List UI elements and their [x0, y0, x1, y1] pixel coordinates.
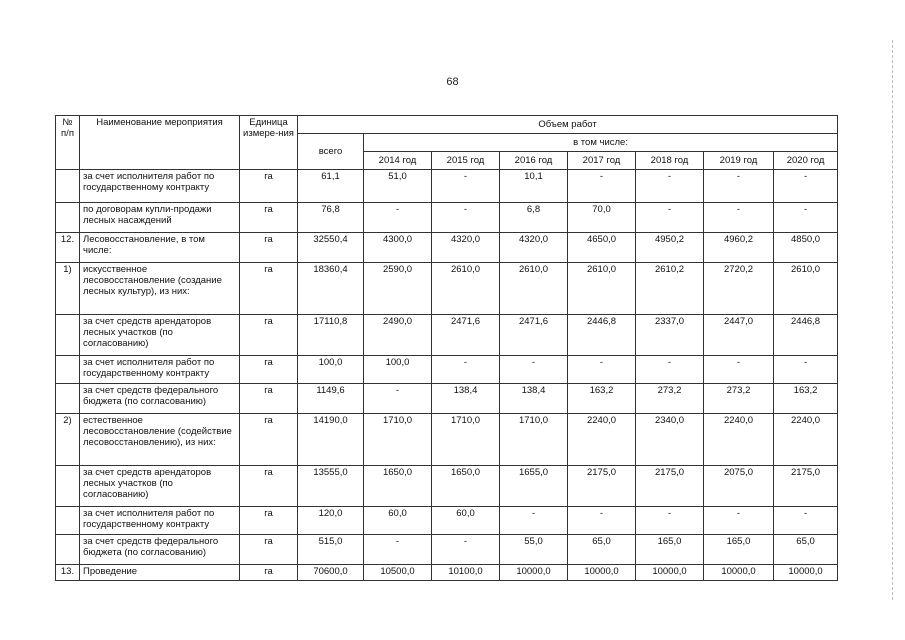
unit-cell: га [240, 263, 298, 315]
total-value-cell: 18360,4 [298, 263, 364, 315]
year-value-cell: 2446,8 [568, 315, 636, 356]
year-value-cell: 60,0 [364, 507, 432, 535]
year-value-cell: 4960,2 [704, 233, 774, 263]
year-value-cell: 10000,0 [568, 565, 636, 581]
year-value-cell: 2610,0 [774, 263, 838, 315]
activity-name: Лесовосстановление, в том числе: [80, 233, 240, 263]
year-value-cell: 70,0 [568, 203, 636, 233]
activity-name: за счет средств федерального бюджета (по согласованию) [80, 384, 240, 414]
header-including: в том числе: [364, 134, 838, 152]
year-value-cell: - [432, 203, 500, 233]
year-value-cell: 2610,0 [500, 263, 568, 315]
row-number [56, 535, 80, 565]
activity-name: за счет средств арендаторов лесных участков (по согласованию) [80, 466, 240, 507]
row-number [56, 466, 80, 507]
table-row [56, 263, 838, 315]
year-value-cell: 4320,0 [432, 233, 500, 263]
year-value-cell: 1650,0 [364, 466, 432, 507]
row-number: 1) [56, 263, 80, 315]
year-value-cell: - [432, 170, 500, 203]
year-value-cell: 10100,0 [432, 565, 500, 581]
year-value-cell: 65,0 [568, 535, 636, 565]
year-value-cell: - [568, 356, 636, 384]
row-number [56, 203, 80, 233]
row-number: 13. [56, 565, 80, 581]
unit-cell: га [240, 315, 298, 356]
table-row [56, 356, 838, 384]
unit-cell: га [240, 414, 298, 466]
year-value-cell: 163,2 [568, 384, 636, 414]
year-value-cell: 2590,0 [364, 263, 432, 315]
total-value-cell: 120,0 [298, 507, 364, 535]
year-value-cell: 2240,0 [774, 414, 838, 466]
year-value-cell: 2490,0 [364, 315, 432, 356]
year-value-cell: 1710,0 [500, 414, 568, 466]
activity-name: естественное лесовосстановление (содействие лесовосстановлению), из них: [80, 414, 240, 466]
total-value-cell: 100,0 [298, 356, 364, 384]
unit-cell: га [240, 565, 298, 581]
header-volume: Объем работ [298, 116, 838, 134]
year-value-cell: 2447,0 [704, 315, 774, 356]
table-row [56, 315, 838, 356]
year-value-cell: 138,4 [432, 384, 500, 414]
year-value-cell: 273,2 [704, 384, 774, 414]
year-value-cell: 10000,0 [636, 565, 704, 581]
table-row [56, 414, 838, 466]
year-value-cell: 6,8 [500, 203, 568, 233]
table-row [56, 203, 838, 233]
year-value-cell: - [568, 170, 636, 203]
year-value-cell: - [704, 170, 774, 203]
year-value-cell: 163,2 [774, 384, 838, 414]
table-row [56, 535, 838, 565]
unit-cell: га [240, 356, 298, 384]
activity-name: Проведение [80, 565, 240, 581]
total-value-cell: 17110,8 [298, 315, 364, 356]
table-row [56, 466, 838, 507]
row-number [56, 507, 80, 535]
year-value-cell: 10000,0 [704, 565, 774, 581]
year-value-cell: 273,2 [636, 384, 704, 414]
total-value-cell: 14190,0 [298, 414, 364, 466]
year-value-cell: - [364, 203, 432, 233]
year-value-cell: 10,1 [500, 170, 568, 203]
year-value-cell: - [774, 507, 838, 535]
header-year: 2015 год [432, 152, 500, 170]
year-value-cell: 65,0 [774, 535, 838, 565]
year-value-cell: 165,0 [704, 535, 774, 565]
year-value-cell: - [636, 203, 704, 233]
table-row [56, 170, 838, 203]
activity-name: за счет исполнителя работ по государственному контракту [80, 170, 240, 203]
row-number [56, 315, 80, 356]
year-value-cell: - [500, 356, 568, 384]
page-number: 68 [446, 76, 459, 88]
year-value-cell: - [774, 356, 838, 384]
header-year: 2020 год [774, 152, 838, 170]
year-value-cell: 2175,0 [636, 466, 704, 507]
year-value-cell: 2610,0 [432, 263, 500, 315]
year-value-cell: 2240,0 [568, 414, 636, 466]
year-value-cell: - [568, 507, 636, 535]
year-value-cell: - [774, 203, 838, 233]
total-value-cell: 1149,6 [298, 384, 364, 414]
year-value-cell: 4320,0 [500, 233, 568, 263]
total-value-cell: 70600,0 [298, 565, 364, 581]
header-year: 2016 год [500, 152, 568, 170]
year-value-cell: - [432, 356, 500, 384]
activity-name: искусственное лесовосстановление (создание лесных культур), из них: [80, 263, 240, 315]
row-number: 2) [56, 414, 80, 466]
header-num: № п/п [56, 116, 80, 170]
year-value-cell: 51,0 [364, 170, 432, 203]
year-value-cell: 2175,0 [774, 466, 838, 507]
year-value-cell: - [704, 203, 774, 233]
year-value-cell: 55,0 [500, 535, 568, 565]
total-value-cell: 61,1 [298, 170, 364, 203]
header-year: 2018 год [636, 152, 704, 170]
year-value-cell: 1655,0 [500, 466, 568, 507]
unit-cell: га [240, 203, 298, 233]
year-value-cell: 4950,2 [636, 233, 704, 263]
year-value-cell: 138,4 [500, 384, 568, 414]
table-row [56, 384, 838, 414]
scan-edge-mark [892, 40, 893, 600]
year-value-cell: 10000,0 [774, 565, 838, 581]
header-year: 2019 год [704, 152, 774, 170]
table-row [56, 507, 838, 535]
total-value-cell: 32550,4 [298, 233, 364, 263]
unit-cell: га [240, 384, 298, 414]
total-value-cell: 13555,0 [298, 466, 364, 507]
works-volume-table [55, 115, 838, 581]
unit-cell: га [240, 535, 298, 565]
year-value-cell: 2471,6 [500, 315, 568, 356]
header-total: всего [298, 134, 364, 170]
year-value-cell: 2610,0 [568, 263, 636, 315]
header-name: Наименование мероприятия [80, 116, 240, 170]
activity-name: за счет исполнителя работ по государственному контракту [80, 356, 240, 384]
row-number: 12. [56, 233, 80, 263]
activity-name: за счет исполнителя работ по государственному контракту [80, 507, 240, 535]
row-number [56, 170, 80, 203]
year-value-cell: - [636, 170, 704, 203]
year-value-cell: 2240,0 [704, 414, 774, 466]
unit-cell: га [240, 233, 298, 263]
unit-cell: га [240, 466, 298, 507]
year-value-cell: 4850,0 [774, 233, 838, 263]
year-value-cell: 10000,0 [500, 565, 568, 581]
year-value-cell: 100,0 [364, 356, 432, 384]
year-value-cell: 60,0 [432, 507, 500, 535]
row-number [56, 384, 80, 414]
table-header [56, 116, 838, 170]
year-value-cell: 1650,0 [432, 466, 500, 507]
year-value-cell: 2340,0 [636, 414, 704, 466]
activity-name: за счет средств федерального бюджета (по согласованию) [80, 535, 240, 565]
year-value-cell: 2471,6 [432, 315, 500, 356]
year-value-cell: 2175,0 [568, 466, 636, 507]
year-value-cell: 2720,2 [704, 263, 774, 315]
year-value-cell: - [774, 170, 838, 203]
year-value-cell: 2446,8 [774, 315, 838, 356]
activity-name: по договорам купли-продажи лесных насаждений [80, 203, 240, 233]
year-value-cell: 10500,0 [364, 565, 432, 581]
year-value-cell: 1710,0 [364, 414, 432, 466]
year-value-cell: 2075,0 [704, 466, 774, 507]
year-value-cell: - [704, 356, 774, 384]
year-value-cell: 165,0 [636, 535, 704, 565]
table-body [56, 170, 838, 581]
table-row [56, 565, 838, 581]
year-value-cell: - [704, 507, 774, 535]
year-value-cell: 1710,0 [432, 414, 500, 466]
year-value-cell: 2337,0 [636, 315, 704, 356]
row-number [56, 356, 80, 384]
unit-cell: га [240, 507, 298, 535]
year-value-cell: 2610,2 [636, 263, 704, 315]
year-value-cell: - [636, 507, 704, 535]
year-value-cell: - [432, 535, 500, 565]
header-year: 2014 год [364, 152, 432, 170]
header-unit: Единица измере-ния [240, 116, 298, 170]
year-value-cell: 4650,0 [568, 233, 636, 263]
unit-cell: га [240, 170, 298, 203]
year-value-cell: - [500, 507, 568, 535]
total-value-cell: 515,0 [298, 535, 364, 565]
header-year: 2017 год [568, 152, 636, 170]
table-row [56, 233, 838, 263]
year-value-cell: 4300,0 [364, 233, 432, 263]
year-value-cell: - [364, 384, 432, 414]
year-value-cell: - [636, 356, 704, 384]
total-value-cell: 76,8 [298, 203, 364, 233]
activity-name: за счет средств арендаторов лесных участков (по согласованию) [80, 315, 240, 356]
year-value-cell: - [364, 535, 432, 565]
